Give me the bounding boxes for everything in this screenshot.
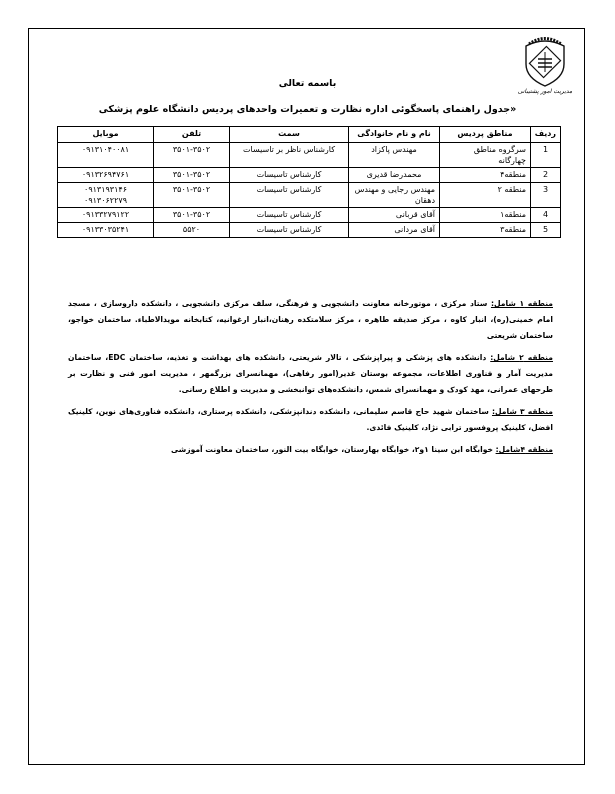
region-paragraph bbox=[68, 350, 553, 398]
cell-row-number: 2 bbox=[531, 168, 561, 183]
contact-guide-table bbox=[57, 126, 561, 238]
region-text: خوابگاه ابن سینا ۱و۲، خوابگاه بهارستان، خوابگاه بیت النور، ساختمان معاونت آموزشی bbox=[171, 445, 496, 454]
header-campus-area: مناطق پردیس bbox=[440, 127, 531, 143]
cell-phone: ۳۵۰۱-۳۵۰۲ bbox=[154, 208, 230, 223]
cell-position: کارشناس تاسیسات bbox=[230, 223, 349, 238]
table-row bbox=[58, 223, 561, 238]
cell-mobile: ۰۹۱۳۱۰۴۰۰۸۱ bbox=[58, 143, 154, 168]
logo-caption: مدیریت امور پشتیبانی bbox=[517, 88, 573, 95]
region-label: منطقه ۳ شامل: bbox=[491, 407, 553, 416]
cell-position: کارشناس ناظر بر تاسیسات bbox=[230, 143, 349, 168]
cell-row-number: 4 bbox=[531, 208, 561, 223]
region-paragraph bbox=[68, 442, 553, 458]
header-phone: تلفن bbox=[154, 127, 230, 143]
cell-campus-area: منطقه۳ bbox=[440, 223, 531, 238]
document-title: «جدول راهنمای پاسخگوئی اداره نظارت و تعمیرات واحدهای پردیس دانشگاه علوم پزشکی bbox=[98, 104, 517, 115]
cell-row-number: 1 bbox=[531, 143, 561, 168]
cell-campus-area: منطقه ۲ bbox=[440, 183, 531, 208]
cell-mobile: ۰۹۱۳۳۲۷۹۱۲۲ bbox=[58, 208, 154, 223]
region-text: ساختمان شهید حاج قاسم سلیمانی، دانشکده دندانپزشکی، دانشکده پرستاری، دانشکده فناوری‌های نوین، کلینیک افضل، کلینیک پروفسور ترابی نژاد، کلینیک فائدی. bbox=[68, 407, 553, 432]
cell-campus-area: سرگروه مناطق چهارگانه bbox=[440, 143, 531, 168]
cell-full-name: محمدرضا قدیری bbox=[349, 168, 440, 183]
cell-position: کارشناس تاسیسات bbox=[230, 168, 349, 183]
table-row bbox=[58, 168, 561, 183]
cell-position: کارشناس تاسیسات bbox=[230, 208, 349, 223]
table-header-row bbox=[58, 127, 561, 143]
cell-phone: ۵۵۲۰ bbox=[154, 223, 230, 238]
cell-campus-area: منطقه۴ bbox=[440, 168, 531, 183]
cell-mobile: ۰۹۱۳۳۰۳۵۲۴۱ bbox=[58, 223, 154, 238]
cell-row-number: 3 bbox=[531, 183, 561, 208]
cell-full-name: آقای مردانی bbox=[349, 223, 440, 238]
cell-full-name: آقای قربانی bbox=[349, 208, 440, 223]
table-row bbox=[58, 208, 561, 223]
cell-full-name: مهندس رجایی و مهندس دهقان bbox=[349, 183, 440, 208]
region-paragraph bbox=[68, 404, 553, 436]
header-position: سمت bbox=[230, 127, 349, 143]
table-row bbox=[58, 143, 561, 168]
cell-row-number: 5 bbox=[531, 223, 561, 238]
cell-mobile: ۰۹۱۳۲۶۹۴۷۶۱ bbox=[58, 168, 154, 183]
region-label: منطقه ۴شامل: bbox=[495, 445, 553, 454]
header-mobile: موبایل bbox=[58, 127, 154, 143]
bismillah-heading: باسمه تعالی bbox=[278, 78, 337, 89]
cell-campus-area: منطقه۱ bbox=[440, 208, 531, 223]
cell-full-name: مهندس پاکزاد bbox=[349, 143, 440, 168]
header-full-name: نام و نام خانوادگی bbox=[349, 127, 440, 143]
region-text: ستاد مرکزی ، موتورخانه معاونت دانشجویی و فرهنگی، سلف مرکزی دانشجویی ، دانشکده داروسازی ، مسجد امام خمینی(ره)، انبار کاوه ، مرکز صدیقه طاهره ، مرکز سلامتکده رهنان،انبار ارغوانیه، کتابخانه مویدالاطباء. ساختمان خواجو، ساختمان شریعتی bbox=[68, 299, 553, 340]
region-descriptions bbox=[68, 296, 553, 464]
cell-position: کارشناس تاسیسات bbox=[230, 183, 349, 208]
header-row-number: ردیف bbox=[531, 127, 561, 143]
cell-phone: ۳۵۰۱-۳۵۰۲ bbox=[154, 183, 230, 208]
cell-phone: ۳۵۰۱-۳۵۰۲ bbox=[154, 143, 230, 168]
region-paragraph bbox=[68, 296, 553, 344]
table-row bbox=[58, 183, 561, 208]
region-label: منطقه ۱ شامل: bbox=[490, 299, 553, 308]
region-text: دانشکده های پزشکی و پیراپزشکی ، تالار شریعتی، دانشکده های بهداشت و تغذیه، ساختمان EDC، ساختمان مدیریت آمار و فناوری اطلاعات، مجموعه بوستان غدیر(امور رفاهی)، مهمانسرای بزرگمهر ، مدیریت امور فنی و نظارت بر طرحهای عمرانی، مهد کودک و مهمانسرای شمس، دانشکده‌های توانبخشی و مدیریت و اطلاع رسانی. bbox=[68, 353, 553, 394]
cell-phone: ۳۵۰۱-۳۵۰۲ bbox=[154, 168, 230, 183]
cell-mobile: ۰۹۱۳۱۹۳۱۴۶ ۰۹۱۳۰۶۲۲۷۹ bbox=[58, 183, 154, 208]
region-label: منطقه ۲ شامل: bbox=[490, 353, 553, 362]
